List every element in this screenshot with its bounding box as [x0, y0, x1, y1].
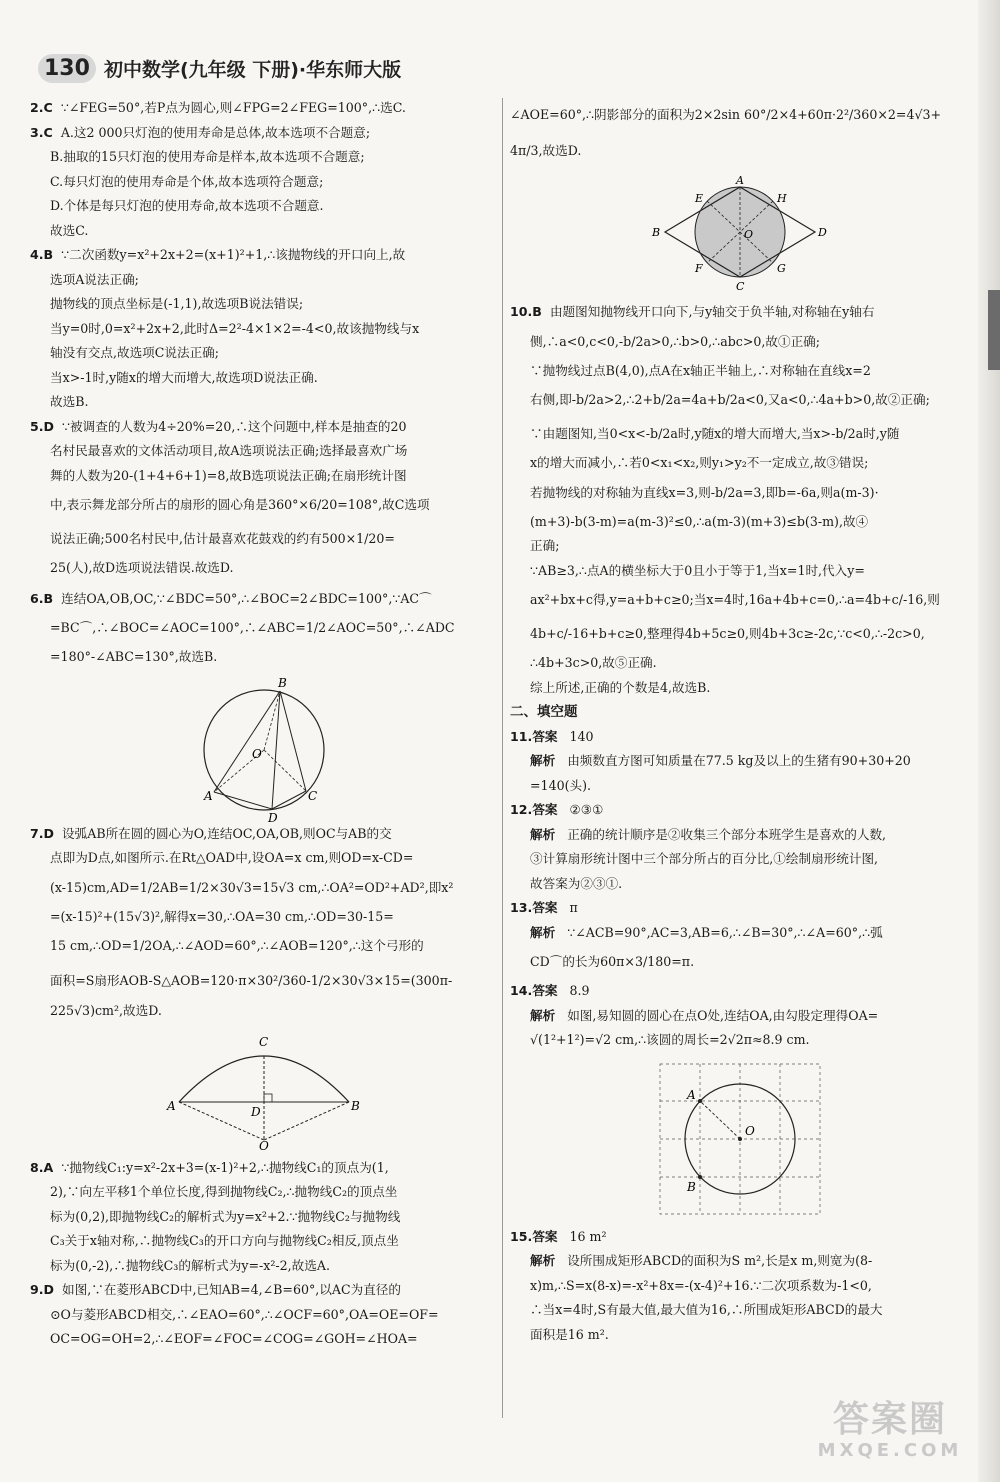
figure-q6-circle	[194, 675, 334, 825]
answer-6: 6.B 连结OA,OB,OC,∵∠BDC=50°,∴∠BOC=2∠BDC=100°,∵AC⌒ =BC⌒,∴∠BOC=∠AOC=100°,∴∠ABC=1/2∠AOC=50°,∴∠ADC =180°-∠ABC=130°,故选B.	[30, 590, 455, 664]
svg-text:D: D	[818, 226, 827, 239]
svg-text:C: C	[736, 280, 745, 293]
answer-15: 15.答案 16 m² 解析 设所围成矩形ABCD的面积为S m²,长是x m,则宽为(8- x)m,∴S=x(8-x)=-x²+8x=-(x-4)²+16.∵二次项系数为-1<0, ∴当x=4时,S有最大值,最大值为16,∴所围成矩形ABCD的最大 面积是16 m².	[510, 1228, 883, 1342]
label-B: B	[351, 1098, 360, 1113]
svg-text:E: E	[695, 192, 704, 205]
svg-text:G: G	[777, 262, 786, 275]
watermark: 答案圈 MXQE.COM	[817, 1399, 963, 1461]
page-number: 130	[38, 54, 96, 83]
answer-5: 5.D ∵被调查的人数为4÷20%=20,∴这个问题中,样本是抽查的20 名村民最喜欢的文体活动项目,故A选项说法正确;选择最喜欢广场 舞的人数为20-(1+4+6+1)=8,故B选项说法正确;在扇形统计图 中,表示舞龙部分所占的扇形的圆心角是360°×6/20=108°,故C选项 说法正确;500名村民中,估计最喜欢花鼓戏的约有500×1/20= 25(人),故D选项说法错误.故选D.	[30, 418, 430, 575]
answer-9-continued: ∠AOE=60°,∴阴影部分的面积为2×2sin 60°/2×4+60π·2²/360×2=4√3+ 4π/3,故选D.	[510, 107, 942, 158]
figure-q9-rhombus	[640, 174, 840, 294]
answer-9: 9.D 如图,∵在菱形ABCD中,已知AB=4,∠B=60°,以AC为直径的 ⊙O与菱形ABCD相交,∴∠EAO=60°,∴∠OCF=60°,OA=OE=OF= OC=OG=OH=2,∴∠EOF=∠FOC=∠COG=∠GOH=∠HOA=	[30, 1282, 439, 1346]
answer-7: 7.D 设弧AB所在圆的圆心为O,连结OC,OA,OB,则OC与AB的交 点即为D点,如图所示.在Rt△OAD中,设OA=x cm,则OD=x-CD= (x-15)cm,AD=1/2AB=1/2×30√3=15√3 cm,∴OA²=OD²+AD²,即x² =(x-15)²+(15√3)²,解得x=30,∴OA=30 cm,∴OD=30-15= 15 cm,∴OD=1/2OA,∴∠AOD=60°,∴∠AOB=120°,∴这个弓形的 面积=S扇形AOB-S△AOB=120·π×30²/360-1/2×30√3×15=(300π- 225√3)cm²,故选D.	[30, 825, 454, 1018]
edge-tab	[988, 290, 1000, 370]
label-C: C	[308, 788, 318, 803]
page-edge	[978, 0, 1000, 1482]
label-D: D	[251, 1104, 261, 1119]
svg-text:O: O	[744, 228, 754, 241]
left-column	[30, 96, 498, 1352]
svg-text:F: F	[695, 262, 703, 275]
label-D: D	[268, 810, 278, 825]
svg-text:O: O	[745, 1123, 755, 1138]
label-O: O	[259, 1138, 269, 1153]
figure-q7-arc	[159, 1030, 369, 1153]
label-C: C	[259, 1034, 269, 1049]
section-title-fill-in: 二、填空题	[510, 704, 578, 720]
label-A: A	[167, 1098, 176, 1113]
answer-10: 10.B 由题图知抛物线开口向下,与y轴交于负半轴,对称轴在y轴右 侧,∴a<0,c<0,-b/2a>0,∴b>0,∴abc>0,故①正确; ∵抛物线过点B(4,0),点A在x轴正半轴上,∴对称轴在直线x=2 右侧,即-b/2a>2,∴2+b/2a=4a+b/2a<0,又a<0,∴4a+b>0,故②正确; ∵由题图知,当0<x<-b/2a时,y随x的增大而增大,当x>-b/2a时,y随 x的增大而减小,∴若0<x₁<x₂,则y₁>y₂不一定成立,故③错误; 若抛物线的对称轴为直线x=3,则-b/2a=3,即b=-6a,则a(m-3)· (m+3)-b(3-m)=a(m-3)²≤0,∴a(m-3)(m+3)≤b(3-m),故④ 正确; ∵AB≥3,∴点A的横坐标大于0且小于等于1,当x=1时,代入y= ax²+bx+c得,y=a+b+c≥0;当x=4时,16a+4b+c=0,∴a=4b+c/-16,则 4b+c/-16+b+c≥0,整理得4b+5c≥0,则4b+3c≥-2c,∵c<0,∴-2c>0, ∴4b+3c>0,故⑤正确. 综上所述,正确的个数是4,故选B.	[510, 304, 940, 695]
svg-text:H: H	[777, 192, 787, 205]
answer-11: 11.答案 140 解析 由频数直方图可知质量在77.5 kg及以上的生猪有90+30+20 =140(头).	[510, 728, 911, 793]
answer-4: 4.B ∵二次函数y=x²+2x+2=(x+1)²+1,∴该抛物线的开口向上,故 选项A说法正确; 抛物线的顶点坐标是(-1,1),故选项B说法错误; 当y=0时,0=x²+2x+2,此时Δ=2²-4×1×2=-4<0,故该抛物线与x 轴没有交点,故选项C说法正确; 当x>-1时,y随x的增大而增大,故选项D说法正确. 故选B.	[30, 247, 420, 409]
page-header	[38, 50, 401, 86]
answer-13: 13.答案 π 解析 ∵∠ACB=90°,AC=3,AB=6,∴∠B=30°,∴∠A=60°,∴弧 CD⌒的长为60π×3/180=π.	[510, 900, 883, 969]
svg-text:B: B	[652, 226, 661, 239]
answer-12: 12.答案 ②③① 解析 正确的统计顺序是②收集三个部分本班学生是喜欢的人数, ③计算扇形统计图中三个部分所占的百分比,①绘制扇形统计图, 故答案为②③①.	[510, 802, 887, 891]
svg-text:B: B	[687, 1179, 696, 1194]
svg-text:A: A	[687, 1087, 696, 1102]
right-column	[510, 96, 970, 1347]
answer-14: 14.答案 8.9 解析 如图,易知圆的圆心在点O处,连结OA,由勾股定理得OA= √(1²+1²)=√2 cm,∴该圆的周长=2√2π≈8.9 cm.	[510, 983, 879, 1047]
svg-text:A: A	[736, 174, 744, 187]
column-divider	[502, 98, 503, 1418]
label-B: B	[278, 675, 287, 690]
answer-2: 2.C ∵∠FEG=50°,若P点为圆心,则∠FPG=2∠FEG=100°,∴选C.	[30, 100, 406, 115]
answer-8: 8.A ∵抛物线C₁:y=x²-2x+3=(x-1)²+2,∴抛物线C₁的顶点为(1, 2),∵向左平移1个单位长度,得到抛物线C₂,∴抛物线C₂的顶点坐 标为(0,2),即抛物线C₂的解析式为y=x²+2.∵抛物线C₂与抛物线 C₃关于x轴对称,∴抛物线C₃的开口方向与抛物线C₂相反,顶点坐 标为(0,-2),∴抛物线C₃的解析式为y=-x²-2,故选A.	[30, 1159, 401, 1273]
label-A: A	[204, 788, 213, 803]
answer-3: 3.C A.这2 000只灯泡的使用寿命是总体,故本选项不合题意; B.抽取的15只灯泡的使用寿命是样本,故本选项不合题意; C.每只灯泡的使用寿命是个体,故本选项符合题意; D.个体是每只灯泡的使用寿命,故本选项不合题意. 故选C.	[30, 124, 371, 238]
label-O: O	[252, 746, 262, 761]
book-title: 初中数学(九年级 下册)·华东师大版	[103, 58, 402, 81]
figure-q14-grid-circle	[655, 1059, 825, 1219]
